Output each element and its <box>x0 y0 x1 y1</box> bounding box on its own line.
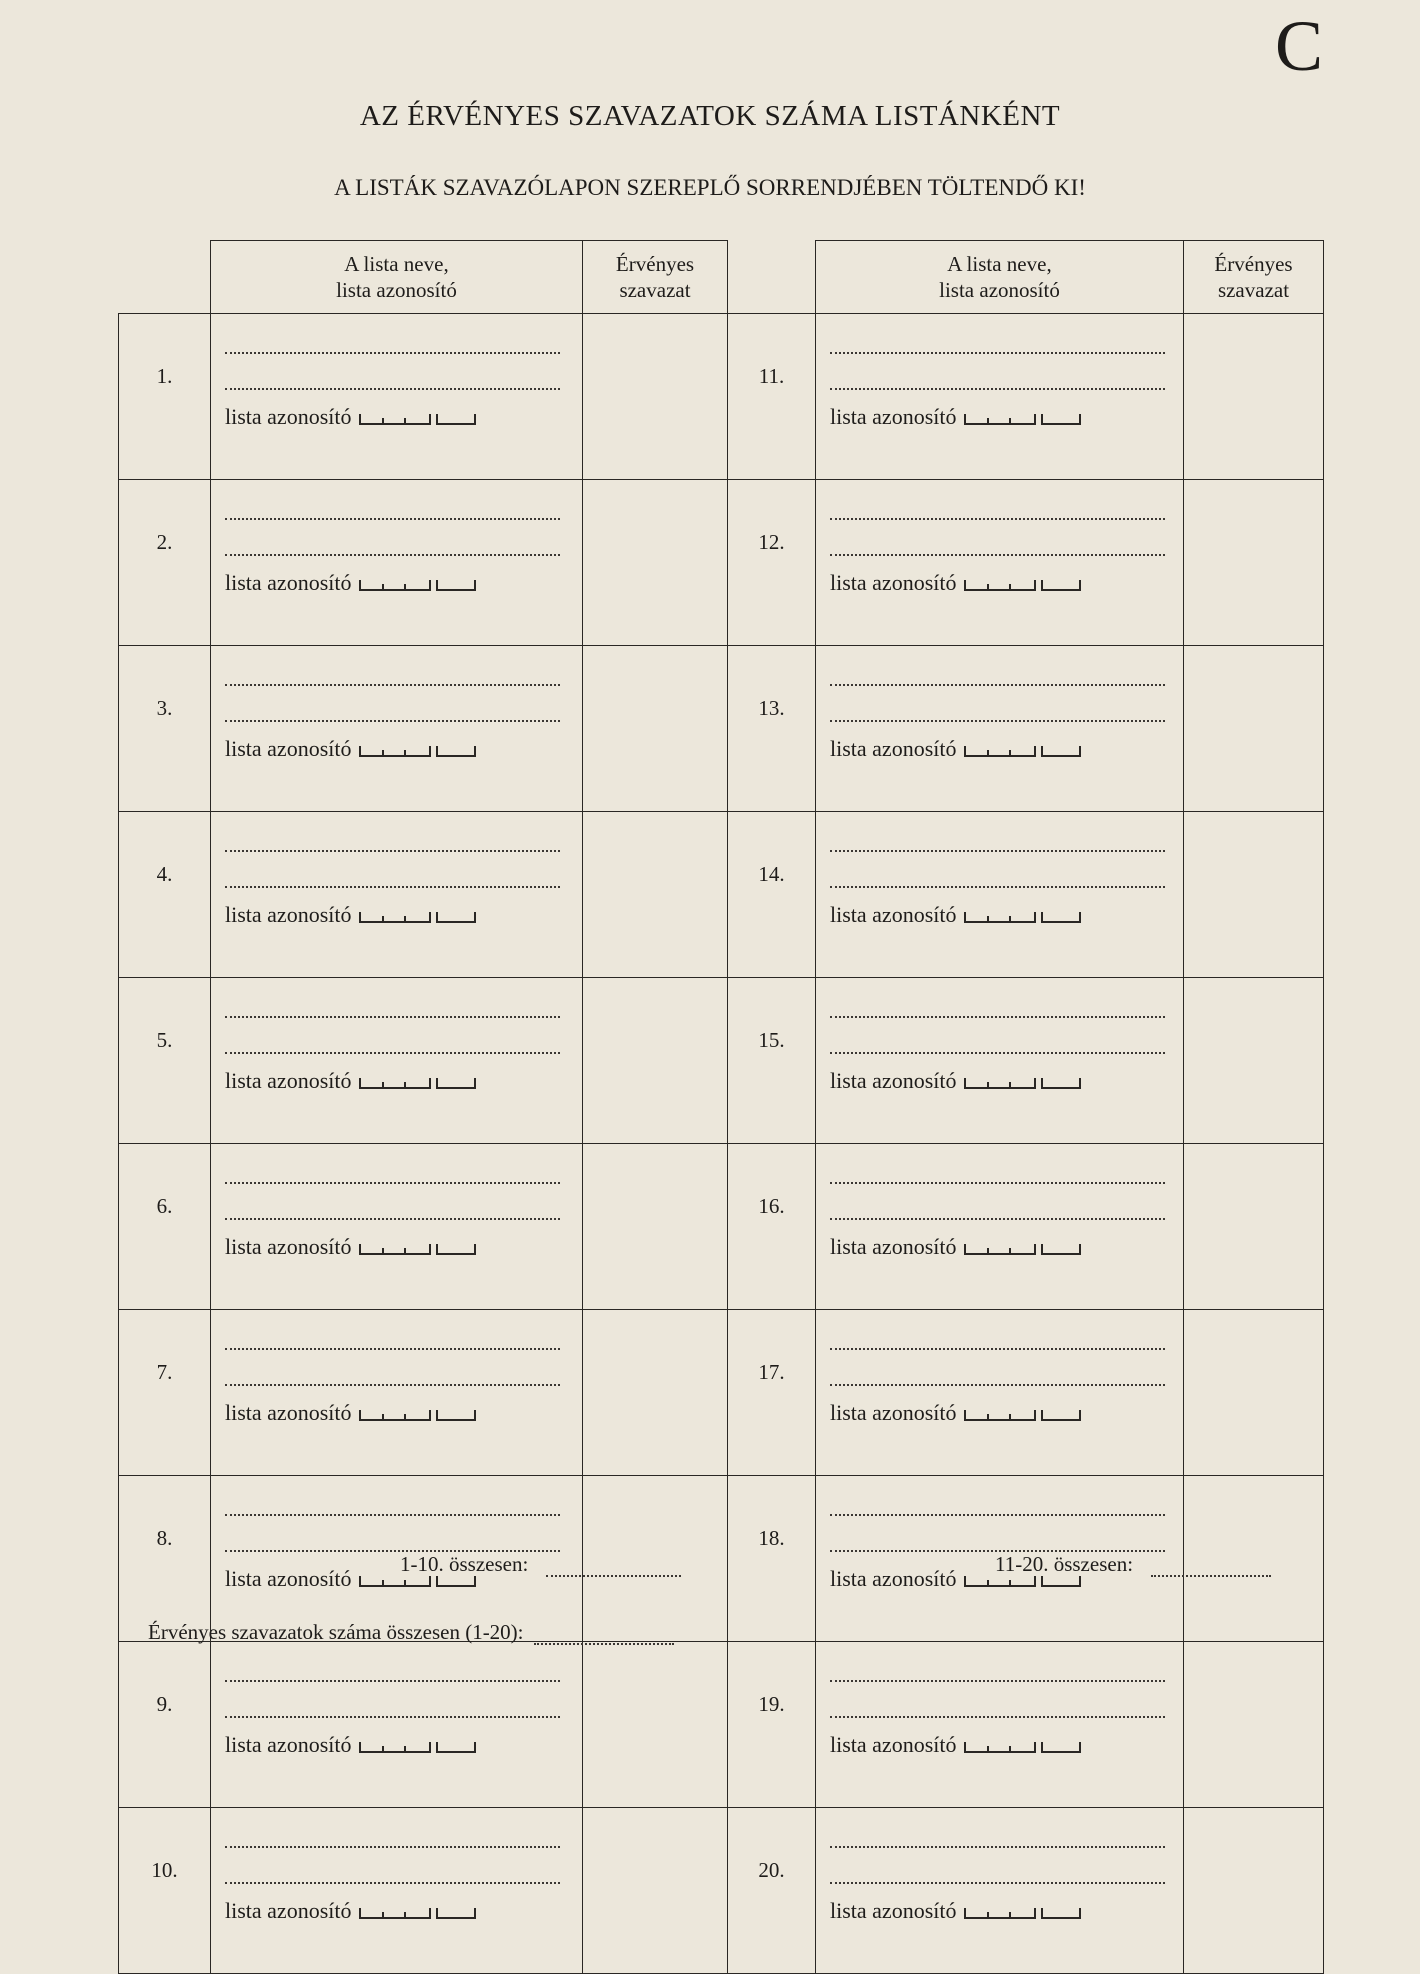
table-row <box>119 1642 1324 1808</box>
valid-votes-cell-left[interactable] <box>583 480 728 646</box>
list-name-cell-right[interactable] <box>816 1808 1184 1974</box>
list-name-line[interactable] <box>830 866 1165 888</box>
list-id-field[interactable] <box>830 1732 1177 1758</box>
row-number-right: 13. <box>728 646 816 812</box>
list-name-line[interactable] <box>225 1032 560 1054</box>
list-id-label: lista azonosító <box>830 570 957 595</box>
list-name-line[interactable] <box>830 1826 1165 1848</box>
list-id-suffix-boxes[interactable] <box>1041 1244 1081 1255</box>
header-blank-left <box>119 241 211 314</box>
list-id-label: lista azonosító <box>830 1732 957 1757</box>
grand-total <box>148 1620 674 1645</box>
list-name-line[interactable] <box>225 996 560 1018</box>
row-number-left: 2. <box>119 480 211 646</box>
list-name-line[interactable] <box>830 1530 1165 1552</box>
list-id-field[interactable] <box>225 902 576 928</box>
header-blank-right <box>728 241 816 314</box>
row-number-left: 7. <box>119 1310 211 1476</box>
list-id-suffix-boxes[interactable] <box>436 1410 476 1421</box>
list-name-line[interactable] <box>225 700 560 722</box>
valid-votes-cell-left[interactable] <box>583 1808 728 1974</box>
table-row <box>119 1144 1324 1310</box>
header-valid-line2: szavazat <box>619 278 691 302</box>
list-id-digit-boxes[interactable] <box>964 912 1036 923</box>
list-id-label: lista azonosító <box>225 1400 352 1425</box>
list-name-line[interactable] <box>830 664 1165 686</box>
subtotal-1-10 <box>400 1552 681 1577</box>
page-instruction: A LISTÁK SZAVAZÓLAPON SZEREPLŐ SORRENDJÉBEN TÖLTENDŐ KI! <box>334 175 1086 200</box>
header-list-name-line1: A lista neve, <box>947 251 1052 276</box>
list-id-field[interactable] <box>225 1898 576 1924</box>
list-name-line[interactable] <box>225 1198 560 1220</box>
list-id-label: lista azonosító <box>830 404 957 429</box>
list-name-line[interactable] <box>225 1826 560 1848</box>
list-id-label: lista azonosító <box>225 1898 352 1923</box>
list-id-suffix-boxes[interactable] <box>436 1742 476 1753</box>
form-version-letter: C <box>1275 6 1324 86</box>
row-number-left: 1. <box>119 314 211 480</box>
list-name-cell-left[interactable] <box>211 1808 583 1974</box>
valid-votes-cell-left[interactable] <box>583 978 728 1144</box>
list-id-digit-boxes[interactable] <box>359 1742 431 1753</box>
row-number-right: 19. <box>728 1642 816 1808</box>
list-name-line[interactable] <box>225 1660 560 1682</box>
list-name-line[interactable] <box>225 664 560 686</box>
table-row <box>119 314 1324 480</box>
row-number-right: 12. <box>728 480 816 646</box>
row-number-right: 17. <box>728 1310 816 1476</box>
list-name-line[interactable] <box>830 1198 1165 1220</box>
subtotal-11-20 <box>995 1552 1271 1577</box>
list-name-cell-right[interactable] <box>816 1310 1184 1476</box>
valid-votes-cell-left[interactable] <box>583 314 728 480</box>
table-row <box>119 1310 1324 1476</box>
list-id-suffix-boxes[interactable] <box>436 912 476 923</box>
list-id-digit-boxes[interactable] <box>964 1742 1036 1753</box>
list-name-cell-right[interactable] <box>816 978 1184 1144</box>
list-id-digit-boxes[interactable] <box>359 1908 431 1919</box>
list-id-field[interactable] <box>225 404 576 430</box>
subtotal-1-10-label: 1-10. összesen: <box>400 1552 529 1576</box>
list-name-cell-left[interactable] <box>211 646 583 812</box>
list-id-field[interactable] <box>225 1234 576 1260</box>
list-id-suffix-boxes[interactable] <box>436 1908 476 1919</box>
subtotal-1-10-field[interactable] <box>546 1559 681 1577</box>
list-name-cell-left[interactable] <box>211 314 583 480</box>
list-id-field[interactable] <box>830 404 1177 430</box>
list-id-field[interactable] <box>830 1068 1177 1094</box>
list-name-line[interactable] <box>225 332 560 354</box>
list-name-line[interactable] <box>830 1032 1165 1054</box>
subtotal-11-20-label: 11-20. összesen: <box>995 1552 1134 1576</box>
row-number-left: 10. <box>119 1808 211 1974</box>
list-name-line[interactable] <box>830 700 1165 722</box>
table-row <box>119 646 1324 812</box>
list-name-line[interactable] <box>830 830 1165 852</box>
list-id-suffix-boxes[interactable] <box>436 414 476 425</box>
list-id-label: lista azonosító <box>225 902 352 927</box>
list-id-label: lista azonosító <box>225 1566 352 1591</box>
list-id-digit-boxes[interactable] <box>964 1078 1036 1089</box>
list-id-suffix-boxes[interactable] <box>1041 1742 1081 1753</box>
list-id-field[interactable] <box>830 1234 1177 1260</box>
page-title: AZ ÉRVÉNYES SZAVAZATOK SZÁMA LISTÁNKÉNT <box>359 100 1061 132</box>
table-row <box>119 480 1324 646</box>
list-name-line[interactable] <box>225 1328 560 1350</box>
list-id-field[interactable] <box>830 902 1177 928</box>
list-id-digit-boxes[interactable] <box>359 1078 431 1089</box>
list-id-digit-boxes[interactable] <box>359 1410 431 1421</box>
list-id-suffix-boxes[interactable] <box>436 1244 476 1255</box>
header-list-name-line2: lista azonosító <box>336 278 457 302</box>
list-id-suffix-boxes[interactable] <box>1041 1410 1081 1421</box>
list-id-suffix-boxes[interactable] <box>1041 1078 1081 1089</box>
valid-votes-cell-right[interactable] <box>1184 314 1324 480</box>
row-number-right: 20. <box>728 1808 816 1974</box>
table-row <box>119 978 1324 1144</box>
valid-votes-cell-left[interactable] <box>583 812 728 978</box>
row-number-left: 6. <box>119 1144 211 1310</box>
valid-votes-cell-left[interactable] <box>583 1642 728 1808</box>
list-id-digit-boxes[interactable] <box>964 746 1036 757</box>
row-number-left: 5. <box>119 978 211 1144</box>
valid-votes-cell-right[interactable] <box>1184 1642 1324 1808</box>
list-name-line[interactable] <box>225 1162 560 1184</box>
list-id-field[interactable] <box>830 736 1177 762</box>
row-number-left: 4. <box>119 812 211 978</box>
valid-votes-cell-right[interactable] <box>1184 1808 1324 1974</box>
list-name-line[interactable] <box>830 1162 1165 1184</box>
list-name-line[interactable] <box>830 332 1165 354</box>
list-name-line[interactable] <box>830 1494 1165 1516</box>
list-id-digit-boxes[interactable] <box>964 1576 1036 1587</box>
row-number-left: 9. <box>119 1642 211 1808</box>
valid-votes-cell-right[interactable] <box>1184 812 1324 978</box>
valid-votes-cell-left[interactable] <box>583 1144 728 1310</box>
list-id-label: lista azonosító <box>225 1234 352 1259</box>
row-number-right: 14. <box>728 812 816 978</box>
table-row <box>119 812 1324 978</box>
list-id-label: lista azonosító <box>225 570 352 595</box>
list-id-label: lista azonosító <box>830 736 957 761</box>
list-id-label: lista azonosító <box>830 1566 957 1591</box>
list-id-digit-boxes[interactable] <box>964 1244 1036 1255</box>
header-valid-line2: szavazat <box>1217 278 1290 302</box>
list-id-field[interactable] <box>830 570 1177 596</box>
list-id-digit-boxes[interactable] <box>359 746 431 757</box>
list-vote-table <box>118 240 1324 1974</box>
list-name-line[interactable] <box>830 534 1165 556</box>
list-id-digit-boxes[interactable] <box>359 414 431 425</box>
row-number-right: 18. <box>728 1476 816 1642</box>
row-number-left: 3. <box>119 646 211 812</box>
row-number-right: 16. <box>728 1144 816 1310</box>
list-name-line[interactable] <box>225 830 560 852</box>
list-name-line[interactable] <box>225 1530 560 1552</box>
list-id-suffix-boxes[interactable] <box>436 580 476 591</box>
list-name-line[interactable] <box>830 996 1165 1018</box>
list-id-suffix-boxes[interactable] <box>1041 414 1081 425</box>
list-name-cell-right[interactable] <box>816 812 1184 978</box>
valid-votes-cell-right[interactable] <box>1184 646 1324 812</box>
valid-votes-cell-left[interactable] <box>583 646 728 812</box>
list-id-digit-boxes[interactable] <box>964 414 1036 425</box>
list-id-suffix-boxes[interactable] <box>1041 580 1081 591</box>
list-name-line[interactable] <box>830 1660 1165 1682</box>
list-name-line[interactable] <box>225 1696 560 1718</box>
list-id-label: lista azonosító <box>830 1234 957 1259</box>
list-id-digit-boxes[interactable] <box>359 912 431 923</box>
list-name-line[interactable] <box>225 368 560 390</box>
list-id-field[interactable] <box>225 1400 576 1426</box>
list-id-suffix-boxes[interactable] <box>1041 746 1081 757</box>
row-number-right: 11. <box>728 314 816 480</box>
list-id-digit-boxes[interactable] <box>359 1244 431 1255</box>
header-list-name-line1: A lista neve, <box>344 251 449 276</box>
list-name-cell-right[interactable] <box>816 314 1184 480</box>
list-name-line[interactable] <box>225 866 560 888</box>
list-id-digit-boxes[interactable] <box>964 1410 1036 1421</box>
list-name-line[interactable] <box>225 1494 560 1516</box>
list-id-field[interactable] <box>225 1068 576 1094</box>
list-id-field[interactable] <box>225 1732 576 1758</box>
list-name-line[interactable] <box>225 498 560 520</box>
valid-votes-cell-right[interactable] <box>1184 1310 1324 1476</box>
list-id-suffix-boxes[interactable] <box>1041 912 1081 923</box>
list-id-digit-boxes[interactable] <box>964 580 1036 591</box>
list-id-label: lista azonosító <box>225 1732 352 1757</box>
subtotal-11-20-field[interactable] <box>1151 1559 1271 1577</box>
list-id-digit-boxes[interactable] <box>359 580 431 591</box>
row-number-right: 15. <box>728 978 816 1144</box>
list-id-label: lista azonosító <box>830 1068 957 1093</box>
list-name-cell-right[interactable] <box>816 480 1184 646</box>
list-name-cell-right[interactable] <box>816 1642 1184 1808</box>
list-id-label: lista azonosító <box>830 1898 957 1923</box>
list-id-label: lista azonosító <box>830 902 957 927</box>
list-id-digit-boxes[interactable] <box>964 1908 1036 1919</box>
list-id-label: lista azonosító <box>225 1068 352 1093</box>
list-id-field[interactable] <box>830 1400 1177 1426</box>
list-name-cell-left[interactable] <box>211 480 583 646</box>
header-list-name-right <box>816 241 1184 314</box>
list-name-cell-left[interactable] <box>211 812 583 978</box>
list-name-line[interactable] <box>830 498 1165 520</box>
grand-total-label: Érvényes szavazatok száma összesen (1-20): <box>148 1620 524 1644</box>
list-name-cell-right[interactable] <box>816 1144 1184 1310</box>
list-id-suffix-boxes[interactable] <box>436 1078 476 1089</box>
valid-votes-cell-right[interactable] <box>1184 978 1324 1144</box>
list-id-digit-boxes[interactable] <box>359 1576 431 1587</box>
list-name-cell-left[interactable] <box>211 978 583 1144</box>
list-id-field[interactable] <box>225 736 576 762</box>
list-name-line[interactable] <box>830 1328 1165 1350</box>
list-name-line[interactable] <box>830 1696 1165 1718</box>
header-valid-line1: Érvényes <box>615 251 695 276</box>
list-id-label: lista azonosító <box>830 1400 957 1425</box>
list-name-cell-left[interactable] <box>211 1144 583 1310</box>
grand-total-field[interactable] <box>534 1627 674 1645</box>
list-id-suffix-boxes[interactable] <box>1041 1576 1081 1587</box>
header-valid-right <box>1184 241 1324 314</box>
header-valid-left <box>583 241 728 314</box>
list-id-suffix-boxes[interactable] <box>436 746 476 757</box>
list-name-cell-left[interactable] <box>211 1310 583 1476</box>
list-name-line[interactable] <box>830 368 1165 390</box>
list-name-cell-right[interactable] <box>816 646 1184 812</box>
list-id-suffix-boxes[interactable] <box>436 1576 476 1587</box>
list-name-line[interactable] <box>225 1364 560 1386</box>
list-name-line[interactable] <box>830 1364 1165 1386</box>
list-id-label: lista azonosító <box>225 404 352 429</box>
list-id-field[interactable] <box>225 570 576 596</box>
list-id-field[interactable] <box>830 1898 1177 1924</box>
valid-votes-cell-left[interactable] <box>583 1310 728 1476</box>
header-list-name-left <box>211 241 583 314</box>
list-id-suffix-boxes[interactable] <box>1041 1908 1081 1919</box>
valid-votes-cell-right[interactable] <box>1184 1144 1324 1310</box>
list-id-label: lista azonosító <box>225 736 352 761</box>
header-valid-line1: Érvényes <box>1214 251 1293 276</box>
list-name-cell-left[interactable] <box>211 1642 583 1808</box>
table-row <box>119 1808 1324 1974</box>
list-name-line[interactable] <box>225 534 560 556</box>
row-number-left: 8. <box>119 1476 211 1642</box>
header-list-name-line2: lista azonosító <box>939 278 1060 302</box>
valid-votes-cell-right[interactable] <box>1184 480 1324 646</box>
